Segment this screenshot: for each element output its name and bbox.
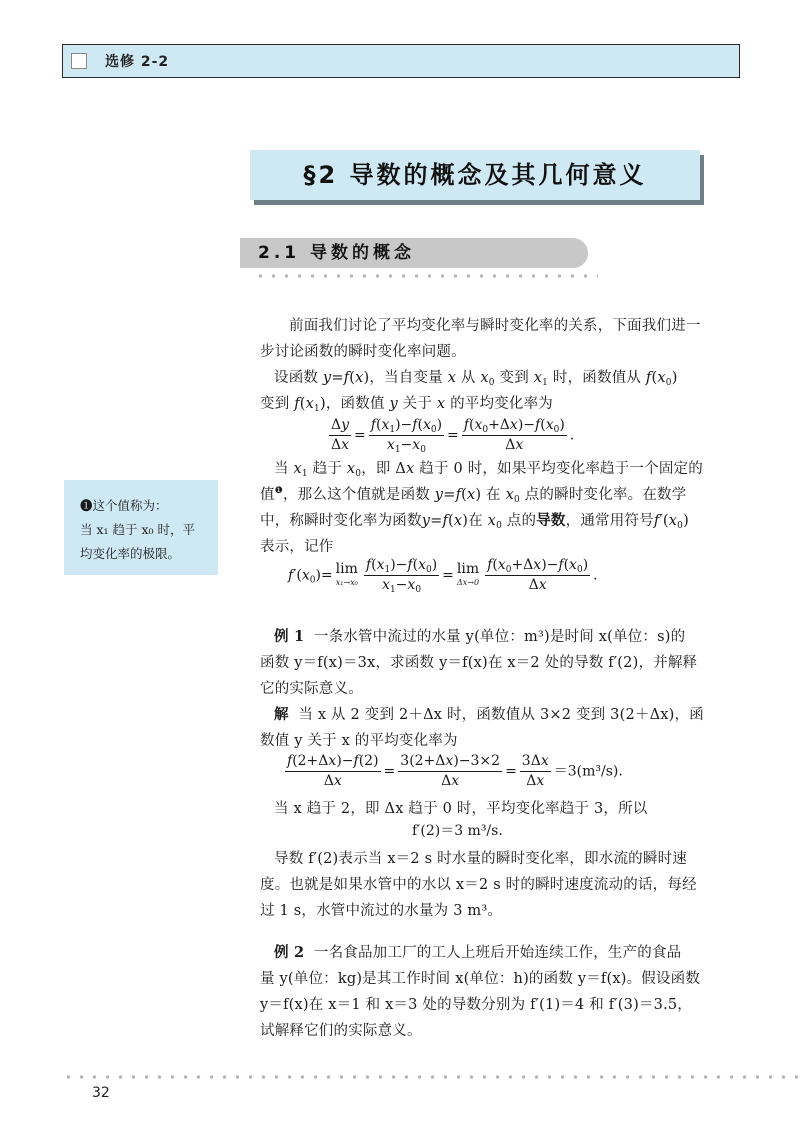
example1-line-2: 函数 y＝f(x)＝3x，求函数 y＝f(x)在 x＝2 处的导数 f′(2)，并解释 bbox=[260, 655, 698, 671]
text-span: 当 bbox=[274, 461, 294, 477]
text-span: ，当自变量 bbox=[369, 370, 448, 386]
example2-label: 例 2 bbox=[274, 944, 305, 961]
definition-line-1: 当 $x_1$ 趋于 $x_0$，即 Δx 趋于 0 时，如果平均变化率趋于一个固定的 bbox=[274, 461, 703, 479]
text-span: 点的 bbox=[502, 513, 537, 529]
example2-line-3: y＝f(x)在 x＝1 和 x＝3 处的导数分别为 f′(1)＝4 和 f′(3)＝3.5， bbox=[260, 997, 692, 1013]
page-number: 32 bbox=[92, 1085, 110, 1101]
solution1-line-4: 导数 f′(2)表示当 x＝2 s 时水量的瞬时变化率，即水流的瞬时速 bbox=[274, 851, 687, 867]
example1-line-1 bbox=[260, 624, 730, 650]
text-span: 在 bbox=[481, 487, 506, 503]
example1-result-equation: f′(2)＝3 m³/s. bbox=[412, 823, 503, 839]
example1-label: 例 1 bbox=[274, 628, 305, 645]
text-span: 趋于 0 时，如果平均变化率趋于一个固定的 bbox=[414, 461, 703, 477]
subsection-title: 2.1 导数的概念 bbox=[258, 243, 416, 263]
text-span: 当 x 从 2 变到 2＋Δx 时，函数值从 3×2 变到 3(2＋Δx)，函 bbox=[298, 707, 704, 723]
example2-line-2: 量 y(单位：kg)是其工作时间 x(单位：h)的函数 y＝f(x)。假设函数 bbox=[260, 971, 701, 987]
text-span: ＝3(m³/s). bbox=[553, 763, 623, 780]
text-span: 设函数 bbox=[274, 370, 323, 386]
margin-note bbox=[64, 480, 218, 575]
paragraph-setup-line-1: 设函数 y=f(x)，当自变量 x 从 $x_0$ 变到 $x_1$ 时，函数值从 $f(x_0)$ bbox=[274, 370, 678, 388]
header-square-icon bbox=[71, 53, 87, 69]
solution-label: 解 bbox=[274, 706, 289, 723]
note-line-1 bbox=[80, 494, 210, 518]
example1-rate-equation: $\frac{f(2+\Delta x)-f(2)}{\Delta x}$ = $\frac{3(2+\Delta x)-3\times 2}{\Delta x}$ = $\frac{3\Delta x}{\Delta x}$ ＝3(m³/s). bbox=[287, 753, 623, 789]
bold-term-derivative: 导数 bbox=[536, 512, 566, 529]
header-text: 选修 2-2 bbox=[105, 54, 170, 70]
note-marker-icon: ❶ bbox=[80, 498, 93, 513]
text-span: ，通常用符号 bbox=[565, 513, 654, 529]
text-span: 的平均变化率为 bbox=[445, 396, 553, 412]
solution1-line-3: 当 x 趋于 2，即 Δx 趋于 0 时，平均变化率趋于 3，所以 bbox=[274, 801, 648, 817]
text-span: ，函数值 bbox=[325, 396, 390, 412]
text-span: 一条水管中流过的水量 y(单位：m³)是时间 x(单位：s)的 bbox=[313, 629, 686, 645]
example2-line-1 bbox=[260, 940, 730, 966]
text-span: 一名食品加工厂的工人上班后开始连续工作，生产的食品 bbox=[313, 945, 682, 961]
solution1-line-1 bbox=[260, 702, 730, 728]
intro-line-1: 前面我们讨论了平均变化率与瞬时变化率的关系，下面我们进一 bbox=[289, 318, 701, 334]
definition-line-3: 中，称瞬时变化率为函数y=f(x)在 $x_0$ 点的导数，通常用符号$f'(x_0)$ bbox=[260, 512, 689, 531]
footer-dotted-rule bbox=[62, 1075, 800, 1079]
solution1-line-5: 度。也就是如果水管中的水以 x＝2 s 时的瞬时速度流动的话，每经 bbox=[260, 877, 697, 893]
average-rate-equation: $\frac{\Delta y}{\Delta x}$ = $\frac{f(x_1)-f(x_0)}{x_1-x_0}$ = $\frac{f(x_0+\Delta x)-f(x_0)}{\Delta x}$ . bbox=[331, 417, 575, 455]
text-span: ，那么这个值就是函数 bbox=[282, 487, 435, 503]
text-span: 这个值称为： bbox=[92, 498, 168, 513]
solution1-line-2: 数值 y 关于 x 的平均变化率为 bbox=[260, 733, 458, 749]
derivative-definition-equation: $f'(x_0)= \lim$ x₁→x₀ $\frac{f(x_1)-f(x_0)}{x_1-x_0}$ = lim Δx→0 $\frac{f(x_0+\Delta x)-f(x_0)}{\Delta x}$ . bbox=[288, 557, 598, 595]
subsection-dotted-rule bbox=[254, 274, 598, 278]
paragraph-setup-line-2: 变到 $f(x_1)$，函数值 y 关于 x 的平均变化率为 bbox=[260, 396, 553, 414]
example2-line-4: 试解释它们的实际意义。 bbox=[260, 1023, 422, 1039]
text-span: 趋于 bbox=[307, 461, 347, 477]
definition-line-4: 表示，记作 bbox=[260, 539, 334, 555]
text-span: 变到 bbox=[260, 396, 295, 412]
solution1-line-6: 过 1 s，水管中流过的水量为 3 m³。 bbox=[260, 903, 503, 919]
intro-line-2: 步讨论函数的瞬时变化率问题。 bbox=[260, 344, 466, 360]
text-span: ，即 Δ bbox=[361, 461, 407, 477]
text-span: 从 bbox=[456, 370, 481, 386]
text-span: 值 bbox=[260, 487, 275, 503]
text-span: 中，称瞬时变化率为函数 bbox=[260, 513, 422, 529]
example1-line-3: 它的实际意义。 bbox=[260, 681, 363, 697]
text-span: 变到 bbox=[494, 370, 534, 386]
text-span: 点的瞬时变化率。在数学 bbox=[519, 487, 687, 503]
section-title: §2 导数的概念及其几何意义 bbox=[303, 161, 647, 189]
running-header bbox=[62, 44, 740, 78]
definition-line-2: 值$^❶$，那么这个值就是函数 y=f(x) 在 $x_0$ 点的瞬时变化率。在数学 bbox=[260, 486, 687, 505]
text-span: 时，函数值从 bbox=[548, 370, 646, 386]
note-line-2: 当 x₁ 趋于 x₀ 时，平 bbox=[80, 522, 196, 537]
section-title-box bbox=[250, 150, 700, 200]
subsection-heading bbox=[240, 238, 588, 268]
note-line-3: 均变化率的极限。 bbox=[80, 546, 181, 561]
margin-note-text bbox=[80, 494, 210, 566]
text-span: 关于 bbox=[397, 396, 437, 412]
text-span: 在 bbox=[468, 513, 488, 529]
